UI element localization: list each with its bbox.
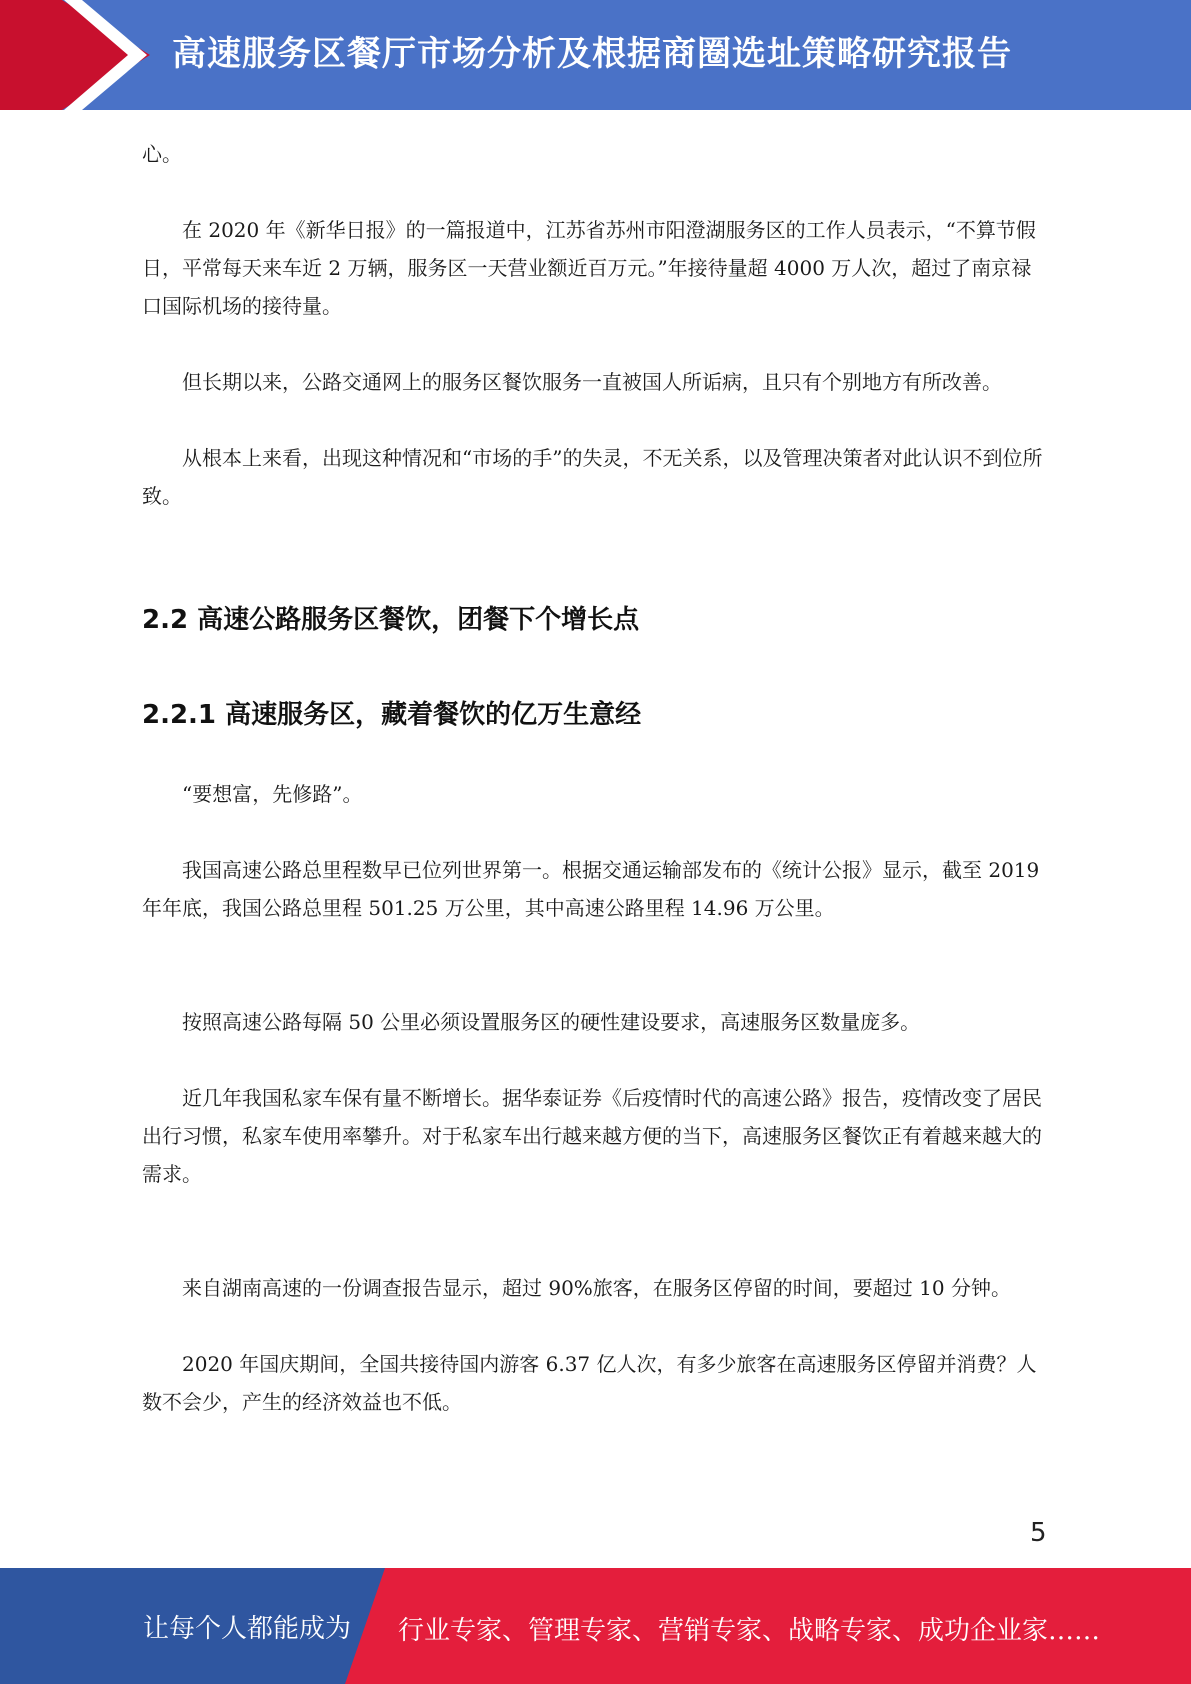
paragraph: 2020 年国庆期间，全国共接待国内游客 6.37 亿人次，有多少旅客在高速服务区停留并消费？人数不会少，产生的经济效益也不低。: [142, 1352, 1037, 1414]
subsection-heading: 2.2.1 高速服务区，藏着餐饮的亿万生意经: [142, 700, 642, 730]
report-title: 高速服务区餐厅市场分析及根据商圈选址策略研究报告: [172, 34, 1012, 74]
paragraph: 我国高速公路总里程数早已位列世界第一。根据交通运输部发布的《统计公报》显示，截至 2019 年年底，我国公路总里程 501.25 万公里，其中高速公路里程 14.96 万公里。: [142, 858, 1040, 920]
section-heading: 2.2 高速公路服务区餐饮，团餐下个增长点: [142, 605, 640, 635]
paragraph: 在 2020 年《新华日报》的一篇报道中，江苏省苏州市阳澄湖服务区的工作人员表示，“不算节假日，平常每天来车近 2 万辆，服务区一天营业额近百万元。”年接待量超 4000 万人次，超过了南京禄口国际机场的接待量。: [142, 218, 1036, 318]
header-chevron-shape: [0, 0, 160, 110]
paragraph: 近几年我国私家车保有量不断增长。据华泰证券《后疫情时代的高速公路》报告，疫情改变了居民出行习惯，私家车使用率攀升。对于私家车出行越来越方便的当下，高速服务区餐饮正有着越来越大的需求。: [142, 1086, 1042, 1186]
page-footer: [0, 1568, 1191, 1684]
paragraph: 从根本上来看，出现这种情况和“市场的手”的失灵，不无关系，以及管理决策者对此认识不到位所致。: [142, 446, 1043, 508]
paragraph: 来自湖南高速的一份调查报告显示，超过 90%旅客，在服务区停留的时间，要超过 10 分钟。: [182, 1276, 1011, 1300]
paragraph: 按照高速公路每隔 50 公里必须设置服务区的硬性建设要求，高速服务区数量庞多。: [182, 1010, 921, 1034]
page-number: 5: [1030, 1518, 1047, 1548]
page-header: [0, 0, 1191, 110]
page-body: [142, 135, 1047, 1421]
footer-slogan-left: 让每个人都能成为: [143, 1614, 352, 1644]
paragraph: 但长期以来，公路交通网上的服务区餐饮服务一直被国人所诟病，且只有个别地方有所改善。: [182, 370, 1002, 394]
footer-slogan-right: 行业专家、管理专家、营销专家、战略专家、成功企业家……: [398, 1616, 1101, 1646]
paragraph: “要想富，先修路”。: [182, 782, 363, 806]
paragraph-continuation: 心。: [142, 142, 182, 166]
